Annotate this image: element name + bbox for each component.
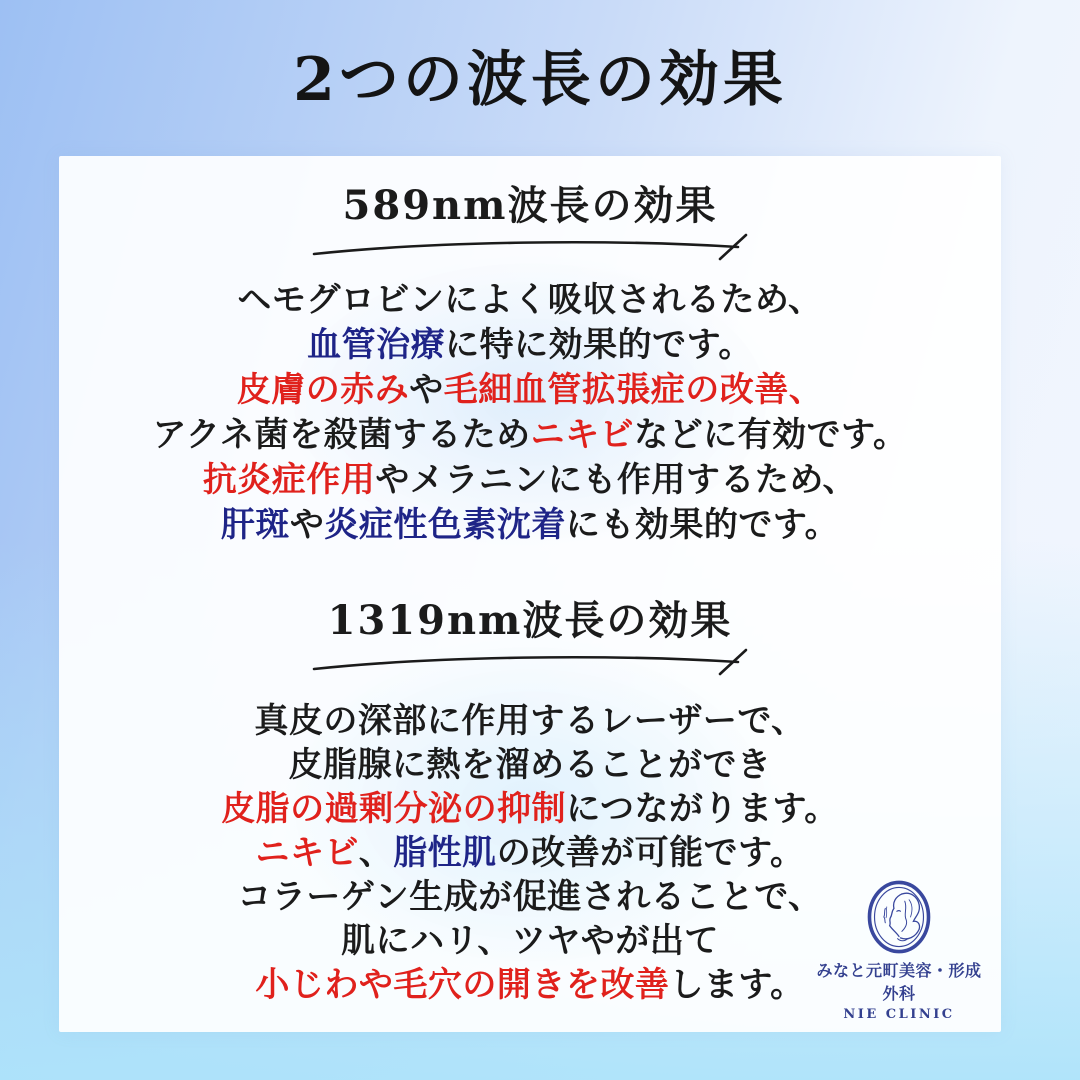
text-line bbox=[59, 458, 1001, 503]
text-segment-blue: 血管治療 bbox=[307, 325, 446, 365]
text-segment-red: ニキビ bbox=[255, 833, 359, 873]
text-line bbox=[59, 323, 1001, 368]
text-segment-black: 皮脂腺に熱を溜めることができ bbox=[288, 745, 772, 785]
text-segment-red: 皮膚の赤み bbox=[236, 370, 410, 410]
text-line bbox=[59, 831, 1001, 875]
text-segment-black: 真皮の深部に作用するレーザーで、 bbox=[254, 701, 806, 741]
section-body-589nm bbox=[59, 278, 1001, 548]
text-segment-black: やメラニンにも作用するため、 bbox=[375, 460, 858, 500]
text-line bbox=[59, 278, 1001, 323]
text-segment-blue: 肝斑 bbox=[220, 505, 290, 545]
clinic-name-japanese: みなと元町美容・形成外科 bbox=[816, 961, 982, 1003]
text-line bbox=[59, 503, 1001, 548]
text-line bbox=[59, 787, 1001, 831]
text-segment-black: につながります。 bbox=[566, 789, 839, 829]
text-segment-black: に特に効果的です。 bbox=[445, 325, 753, 365]
text-segment-black: や bbox=[289, 505, 325, 545]
section-589nm bbox=[59, 182, 1001, 548]
page-title: 2つの波長の効果 bbox=[293, 45, 787, 115]
nie-clinic-logo bbox=[809, 878, 989, 1022]
clinic-name-english: NIE CLINIC bbox=[843, 1007, 955, 1022]
text-line bbox=[59, 699, 1001, 743]
text-segment-black: 、 bbox=[358, 833, 394, 873]
text-segment-black: コラーゲン生成が促進されることで、 bbox=[237, 877, 823, 917]
text-segment-black: します。 bbox=[669, 965, 805, 1005]
woman-face-emblem-icon bbox=[863, 878, 935, 956]
hand-drawn-underline-icon bbox=[59, 232, 1001, 262]
text-segment-black: 肌にハリ、ツヤやが出て bbox=[341, 921, 719, 961]
section-heading-589nm: 589nm波長の効果 bbox=[342, 182, 718, 229]
section-heading-1319nm: 1319nm波長の効果 bbox=[327, 597, 733, 644]
text-segment-black: の改善が可能です。 bbox=[496, 833, 805, 873]
text-segment-red: 毛細血管拡張症の改善、 bbox=[443, 370, 824, 410]
text-line bbox=[59, 743, 1001, 787]
text-segment-black: にも効果的です。 bbox=[565, 505, 840, 545]
hand-drawn-underline-icon bbox=[59, 647, 1001, 677]
text-segment-black: や bbox=[409, 370, 444, 410]
text-line bbox=[59, 368, 1001, 413]
text-segment-black: アクネ菌を殺菌するため bbox=[152, 415, 531, 455]
content-card bbox=[59, 156, 1001, 1032]
text-segment-blue: 炎症性色素沈着 bbox=[324, 505, 566, 545]
text-segment-red: 小じわや毛穴の開きを改善 bbox=[255, 965, 670, 1005]
text-segment-black: などに有効です。 bbox=[634, 415, 908, 455]
text-line bbox=[59, 413, 1001, 458]
text-segment-red: 抗炎症作用 bbox=[202, 460, 376, 500]
text-segment-red: ニキビ bbox=[530, 415, 635, 455]
text-segment-black: ヘモグロビンによく吸収されるため、 bbox=[237, 280, 823, 320]
text-segment-red: 皮脂の過剰分泌の抑制 bbox=[221, 789, 567, 829]
text-segment-blue: 脂性肌 bbox=[393, 833, 497, 873]
